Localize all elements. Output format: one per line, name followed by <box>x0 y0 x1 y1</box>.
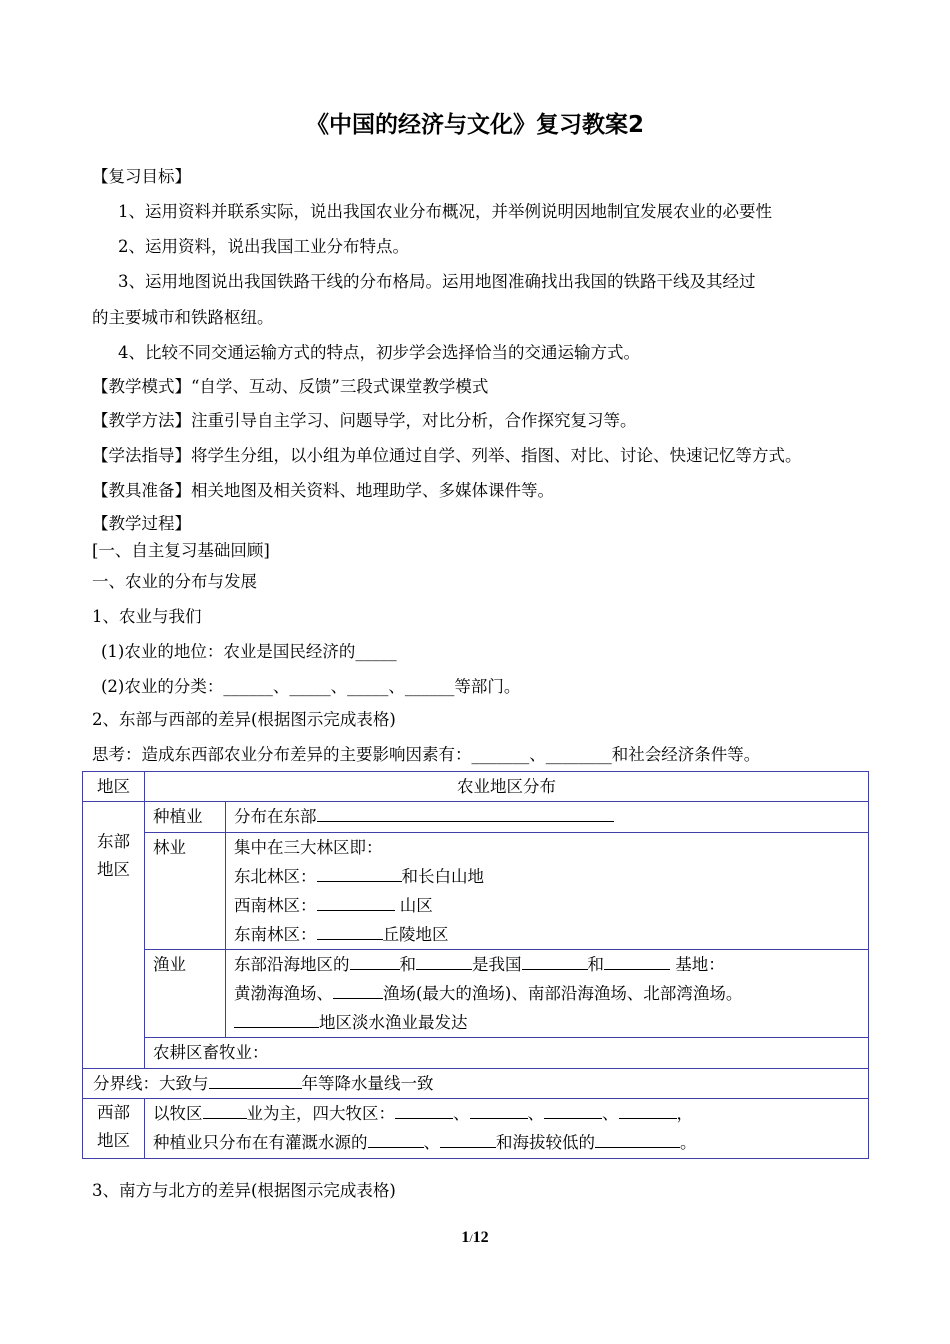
livestock-cell: 农耕区畜牧业： <box>145 1038 869 1069</box>
forest-sw-tail: 山区 <box>394 896 433 915</box>
blank[interactable] <box>470 1101 528 1119</box>
blank[interactable] <box>317 804 614 822</box>
process-heading: 【教学过程】 <box>92 514 191 533</box>
blank[interactable] <box>416 952 472 970</box>
blank[interactable] <box>619 1101 677 1119</box>
west-line-2 <box>153 1128 860 1157</box>
forest-line-3 <box>234 891 860 920</box>
forest-se-tail: 丘陵地区 <box>382 925 449 944</box>
blank[interactable] <box>203 1101 247 1119</box>
forest-label: 林业 <box>145 833 226 950</box>
blank[interactable] <box>317 893 395 911</box>
crop-cell <box>226 802 869 833</box>
fishery-line-2 <box>234 979 860 1008</box>
study-guide: 【学法指导】将学生分组，以小组为单位通过自学、列举、指图、对比、讨论、快速记忆等方式。 <box>92 446 802 465</box>
blank[interactable] <box>350 952 400 970</box>
west-sep: 、 <box>602 1104 619 1123</box>
blank[interactable] <box>333 981 383 999</box>
fishery-line-1 <box>234 950 860 979</box>
west-t6: 和海拔较低的 <box>496 1133 595 1152</box>
boundary-text-b: 年等降水量线一致 <box>301 1074 434 1093</box>
west-t5: 、 <box>423 1133 440 1152</box>
forest-line-2 <box>234 862 860 891</box>
west-region-text: 西部地区 <box>96 1103 130 1150</box>
blank[interactable] <box>440 1130 496 1148</box>
page-separator: / <box>469 1231 473 1245</box>
east-region-text: 东部地区 <box>96 832 130 879</box>
west-sep: 、 <box>453 1104 470 1123</box>
west-cell <box>145 1099 869 1159</box>
agriculture-item-1a: (1)农业的地位：农业是国民经济的_____ <box>101 642 397 661</box>
blank[interactable] <box>544 1101 602 1119</box>
west-region-label <box>83 1099 145 1159</box>
teaching-tools: 【教具准备】相关地图及相关资料、地理助学、多媒体课件等。 <box>92 481 554 500</box>
agriculture-item-3: 3、南方与北方的差异(根据图示完成表格) <box>92 1181 396 1200</box>
fish-t1: 东部沿海地区的 <box>234 955 350 974</box>
fish-t2: 和 <box>399 955 416 974</box>
forest-sw: 西南林区： <box>234 896 317 915</box>
boundary-cell <box>83 1069 869 1099</box>
west-line-1 <box>153 1099 860 1128</box>
page-number <box>0 1229 950 1247</box>
blank[interactable] <box>209 1071 302 1089</box>
boundary-text-a: 分界线：大致与 <box>93 1074 209 1093</box>
forest-line-4 <box>234 920 860 949</box>
west-t7: 。 <box>680 1133 697 1152</box>
goals-heading: 【复习目标】 <box>92 167 191 186</box>
blank[interactable] <box>317 864 402 882</box>
goal-2: 2、运用资料，说出我国工业分布特点。 <box>118 237 409 256</box>
page-total: 12 <box>472 1229 489 1246</box>
forest-line-1: 集中在三大林区即： <box>234 838 383 857</box>
fish-t7: 渔场(最大的渔场)、南部沿海渔场、北部湾渔场。 <box>383 984 743 1003</box>
fish-t5: 基地： <box>670 955 725 974</box>
blank[interactable] <box>595 1130 680 1148</box>
forest-ne: 东北林区： <box>234 867 317 886</box>
think-question: 思考：造成东西部农业分布差异的主要影响因素有：_______、________和社会经济条件等。 <box>92 745 761 764</box>
blank[interactable] <box>317 922 383 940</box>
goal-4: 4、比较不同交通运输方式的特点，初步学会选择恰当的交通运输方式。 <box>118 343 640 362</box>
east-region-label <box>83 802 145 1069</box>
goal-1: 1、运用资料并联系实际，说出我国农业分布概况，并举例说明因地制宜发展农业的必要性 <box>118 202 772 221</box>
agriculture-item-2: 2、东部与西部的差异(根据图示完成表格) <box>92 710 396 729</box>
page-current: 1 <box>461 1229 470 1246</box>
west-t2: 业为主，四大牧区： <box>246 1104 395 1123</box>
blank[interactable] <box>604 952 670 970</box>
fish-t6: 黄渤海渔场、 <box>234 984 333 1003</box>
crop-label: 种植业 <box>145 802 226 833</box>
page-title: 《中国的经济与文化》复习教案2 <box>305 112 644 138</box>
fishery-cell <box>226 950 869 1038</box>
fish-t3: 是我国 <box>472 955 522 974</box>
part-1-heading: [一、自主复习基础回顾] <box>92 541 270 560</box>
west-sep: 、 <box>527 1104 544 1123</box>
agriculture-item-1: 1、农业与我们 <box>92 607 202 626</box>
agriculture-item-1b: (2)农业的分类：______、_____、_____、______等部门。 <box>101 677 521 696</box>
forest-cell <box>226 833 869 950</box>
fishery-line-3 <box>234 1008 860 1037</box>
blank[interactable] <box>522 952 588 970</box>
west-t4: 种植业只分布在有灌溉水源的 <box>153 1133 368 1152</box>
fish-t4: 和 <box>587 955 604 974</box>
header-distribution: 农业地区分布 <box>145 772 869 802</box>
blank[interactable] <box>234 1010 319 1028</box>
forest-ne-tail: 和长白山地 <box>401 867 484 886</box>
crop-text: 分布在东部 <box>234 807 317 826</box>
west-t3: ， <box>676 1104 693 1123</box>
agriculture-heading: 一、农业的分布与发展 <box>92 572 257 591</box>
fish-t8: 地区淡水渔业最发达 <box>319 1013 468 1032</box>
header-region: 地区 <box>83 772 145 802</box>
blank[interactable] <box>368 1130 424 1148</box>
goal-3-cont: 的主要城市和铁路枢纽。 <box>92 308 274 327</box>
east-west-table <box>82 771 869 1159</box>
blank[interactable] <box>395 1101 453 1119</box>
teaching-mode: 【教学模式】“自学、互动、反馈”三段式课堂教学模式 <box>92 377 489 396</box>
goal-3: 3、运用地图说出我国铁路干线的分布格局。运用地图准确找出我国的铁路干线及其经过 <box>118 272 756 291</box>
forest-se: 东南林区： <box>234 925 317 944</box>
teaching-method: 【教学方法】注重引导自主学习、问题导学，对比分析，合作探究复习等。 <box>92 411 637 430</box>
fishery-label: 渔业 <box>145 950 226 1038</box>
west-t1: 以牧区 <box>153 1104 203 1123</box>
